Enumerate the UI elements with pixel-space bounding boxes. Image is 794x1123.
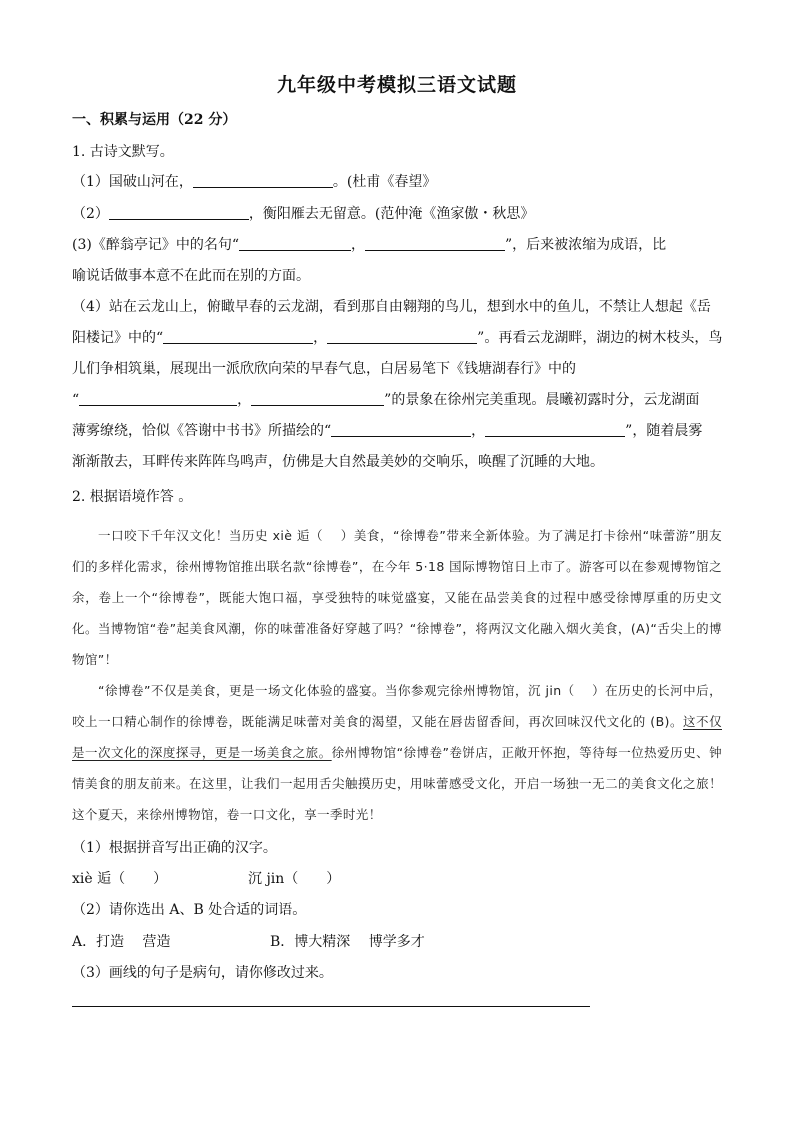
question-2-heading: 2. 根据语境作答 。: [72, 489, 193, 505]
question-1-item-4: （4）站在云龙山上，俯瞰早春的云龙湖，看到那自由翱翔的鸟儿，想到水中的鱼儿，不禁让人想起《岳: [72, 299, 711, 315]
comma: ，: [351, 237, 365, 253]
question-1-item-2: [72, 205, 534, 223]
item-4-text: 阳楼记》中的“: [72, 330, 164, 346]
answer-blank[interactable]: [163, 329, 313, 344]
comma: ，: [471, 423, 486, 439]
answer-line[interactable]: [72, 1006, 590, 1007]
question-1-item-4-line-3: 儿们争相筑巢，展现出一派欣欣向荣的早春气息，白居易笔下《钱塘湖春行》中的: [72, 361, 576, 377]
passage-text: “徐博卷”不仅是美食，更是一场文化体验的盛宴。当你参观完徐州博物馆，沉 jin（ ）在历史的长河中后，咬上一口精心制作的徐博卷，既能满足味蕾对美食的渴望，又能在唇齿留香间，再次回味汉代文化的 (B)。: [72, 683, 722, 729]
pinyin-blank-2[interactable]: 沉 jin（ ）: [248, 871, 341, 887]
question-1-heading: 1. 古诗文默写。: [72, 144, 174, 160]
quote-mark: “: [72, 392, 80, 408]
item-2-label: （2）: [72, 206, 109, 222]
passage-text: 徐州博物馆“徐博卷”卷饼店，正敞开怀抱，等待每一位热爱历史、钟情美食的朋友前来。在这里，让我们一起用舌尖触摸历史，用味蕾感受文化，开启一场独一无二的美食文化之旅！这个夏天，来徐州博物馆，卷一口文化，享一季时光！: [72, 745, 722, 822]
item-4-text-cont: ”，随着晨雾: [625, 423, 703, 439]
question-1-item-3-line-2: 喻说话做事本意不在此而在别的方面。: [72, 268, 310, 284]
question-1-item-4-line-6: 渐渐散去，耳畔传来阵阵鸟鸣声，仿佛是大自然最美妙的交响乐，唤醒了沉睡的大地。: [72, 454, 604, 470]
option-b[interactable]: B．博大精深 博学多才: [270, 934, 425, 950]
answer-blank[interactable]: [485, 422, 625, 437]
subquestion-1: （1）根据拼音写出正确的汉字。: [72, 840, 277, 856]
item-1-text: （1）国破山河在，: [72, 174, 193, 190]
section-heading: 一、积累与运用（22 分）: [72, 112, 237, 128]
item-3-text: (3)《醉翁亭记》中的名句“: [72, 237, 239, 253]
item-3-text-cont: ”，后来被浓缩为成语，比: [505, 237, 667, 253]
answer-blank[interactable]: [79, 391, 237, 406]
item-4-text-cont: ”的景象在徐州完美重现。晨曦初露时分，云龙湖面: [384, 392, 700, 408]
reading-passage: [72, 520, 722, 830]
question-1-item-1: [72, 173, 436, 191]
page-title: 九年级中考模拟三语文试题: [276, 74, 517, 96]
answer-blank[interactable]: [331, 422, 471, 437]
answer-blank[interactable]: [251, 391, 384, 406]
item-2-text: ，衡阳雁去无留意。(范仲淹《渔家傲・秋思》: [248, 206, 535, 222]
answer-blank[interactable]: [365, 236, 505, 251]
comma: ，: [237, 392, 252, 408]
item-4-text-cont: ”。再看云龙湖畔，湖边的树木枝头，鸟: [477, 330, 723, 346]
answer-blank[interactable]: [327, 329, 477, 344]
passage-paragraph-2: [72, 675, 722, 830]
item-1-source: 。(杜甫《春望》: [332, 174, 437, 190]
underlined-sentence: 这不仅是一次文化的深度探寻，更是一场美食之旅。: [72, 714, 722, 760]
passage-paragraph-1: 一口咬下千年汉文化！当历史 xiè 逅（ ）美食，“徐博卷”带来全新体验。为了满足打卡徐州“味蕾游”朋友们的多样化需求，徐州博物馆推出联名款“徐博卷”，在今年 5·18 国际博物馆日上市了。游客可以在参观博物馆之余，卷上一个“徐博卷”，既能大饱口福，享受独特的味觉盛宴，又能在品尝美食的过程中感受徐博厚重的历史文化。当博物馆“卷”起美食风潮，你的味蕾准备好穿越了吗？“徐博卷”，将两汉文化融入烟火美食，(A)“舌尖上的博物馆”！: [72, 528, 722, 667]
answer-blank[interactable]: [109, 205, 249, 220]
option-a[interactable]: A．打造 营造: [72, 934, 171, 950]
pinyin-blank-1[interactable]: xiè 逅（ ）: [72, 871, 168, 887]
comma: ，: [313, 330, 328, 346]
subquestion-3: （3）画线的句子是病句，请你修改过来。: [72, 965, 333, 981]
question-1-item-4-line-4: [72, 391, 699, 409]
question-1-item-3: [72, 236, 666, 254]
answer-blank[interactable]: [193, 173, 333, 188]
question-1-item-4-line-5: [72, 422, 702, 440]
item-4-text: 薄雾缭绕，恰似《答谢中书书》所描绘的“: [72, 423, 332, 439]
answer-blank[interactable]: [239, 236, 351, 251]
question-1-item-4-line-2: [72, 329, 722, 347]
subquestion-2: （2）请你选出 A、B 处合适的词语。: [72, 902, 307, 918]
